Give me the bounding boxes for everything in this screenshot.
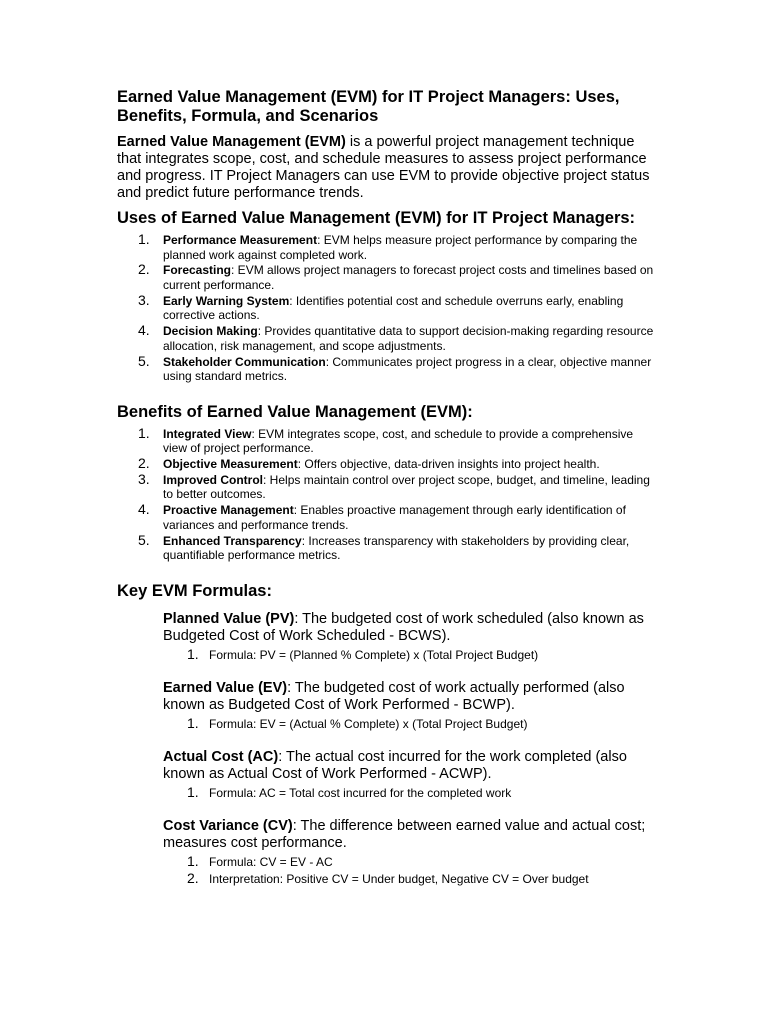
formula-text: : The budgeted cost of work scheduled (also known as Budgeted Cost of Work Scheduled - BCWS). bbox=[163, 610, 644, 644]
formula-block-ac bbox=[163, 749, 657, 802]
list-number: 5. bbox=[138, 531, 150, 548]
document-title: Earned Value Management (EVM) for IT Project Managers: Uses, Benefits, Formula, and Scenarios bbox=[117, 88, 620, 125]
list-number: 2. bbox=[138, 261, 150, 278]
formula-description bbox=[163, 818, 657, 852]
list-text: Formula: PV = (Planned % Complete) x (Total Project Budget) bbox=[209, 647, 539, 662]
list-text: : EVM helps measure project performance by comparing the planned work against completed work. bbox=[163, 233, 638, 262]
list-term: Objective Measurement bbox=[163, 456, 298, 471]
formula-list bbox=[163, 647, 657, 664]
list-number: 1. bbox=[187, 783, 199, 800]
list-item bbox=[163, 854, 657, 871]
list-item bbox=[163, 785, 657, 802]
formulas-heading: Key EVM Formulas: bbox=[117, 581, 272, 600]
formula-term: Planned Value (PV) bbox=[163, 610, 295, 627]
list-text: : EVM integrates scope, cost, and schedule to provide a comprehensive view of project performance. bbox=[163, 426, 634, 456]
list-term: Decision Making bbox=[163, 324, 258, 339]
intro-paragraph bbox=[117, 134, 657, 202]
formula-block-pv bbox=[163, 611, 657, 664]
list-term: Proactive Management bbox=[163, 503, 294, 518]
list-term: Enhanced Transparency bbox=[163, 533, 302, 548]
list-text: : Offers objective, data-driven insights into project health. bbox=[297, 456, 600, 471]
uses-heading: Uses of Earned Value Management (EVM) for IT Project Managers: bbox=[117, 209, 636, 227]
list-number: 1. bbox=[187, 852, 199, 869]
list-number: 1. bbox=[187, 645, 199, 662]
formula-description bbox=[163, 680, 657, 714]
list-text: : Increases transparency with stakeholders by providing clear, quantifiable performance metrics. bbox=[163, 533, 630, 563]
list-number: 3. bbox=[138, 291, 150, 308]
list-item bbox=[117, 352, 657, 384]
list-term: Performance Measurement bbox=[163, 233, 318, 247]
formula-block-cv bbox=[163, 818, 657, 888]
list-term: Improved Control bbox=[163, 472, 264, 487]
list-text: : Provides quantitative data to support decision-making regarding resource allocation, risk management, and scope adjustments. bbox=[163, 324, 654, 353]
intro-bold-term: Earned Value Management (EVM) bbox=[117, 134, 346, 150]
list-item bbox=[163, 716, 657, 733]
list-item bbox=[117, 233, 657, 262]
list-number: 1. bbox=[187, 714, 199, 731]
list-number: 3. bbox=[138, 470, 150, 487]
list-number: 2. bbox=[138, 454, 150, 471]
intro-text: is a powerful project management technique that integrates scope, cost, and schedule measures to assess project performance and progress. IT Project Managers can use EVM to provide objective project status and predict future performance trends. bbox=[117, 134, 650, 201]
formula-block-ev bbox=[163, 680, 657, 733]
list-number: 4. bbox=[138, 322, 150, 339]
list-term: Integrated View bbox=[163, 426, 252, 441]
list-text: : Communicates project progress in a clear, objective manner using standard metrics. bbox=[163, 354, 652, 384]
list-text: Formula: EV = (Actual % Complete) x (Total Project Budget) bbox=[209, 716, 528, 731]
list-term: Early Warning System bbox=[163, 293, 290, 308]
list-item bbox=[117, 291, 657, 323]
uses-list bbox=[117, 233, 657, 384]
document-content bbox=[117, 88, 657, 888]
list-text: : EVM allows project managers to forecast project costs and timelines based on current performance. bbox=[163, 263, 654, 292]
list-item bbox=[117, 324, 657, 353]
list-text: Formula: AC = Total cost incurred for the completed work bbox=[209, 785, 512, 800]
list-text: Formula: CV = EV - AC bbox=[209, 854, 333, 869]
list-item bbox=[117, 531, 657, 563]
formula-list bbox=[163, 854, 657, 888]
list-term: Stakeholder Communication bbox=[163, 354, 326, 369]
list-number: 5. bbox=[138, 352, 150, 369]
formula-list bbox=[163, 785, 657, 802]
formula-term: Earned Value (EV) bbox=[163, 679, 288, 696]
formula-list bbox=[163, 716, 657, 733]
formula-text: : The budgeted cost of work actually performed (also known as Budgeted Cost of Work Performed - BCWP). bbox=[163, 679, 625, 713]
list-number: 4. bbox=[138, 501, 150, 518]
list-text: : Identifies potential cost and schedule overruns early, enabling corrective actions. bbox=[163, 293, 624, 323]
list-item bbox=[117, 424, 657, 456]
list-item bbox=[163, 647, 657, 664]
list-term: Forecasting bbox=[163, 263, 232, 278]
list-item bbox=[117, 454, 657, 472]
formula-text: : The actual cost incurred for the work completed (also known as Actual Cost of Work Performed - ACWP). bbox=[163, 748, 627, 782]
list-text: : Helps maintain control over project scope, budget, and timeline, leading to better outcomes. bbox=[163, 472, 650, 502]
list-item bbox=[117, 470, 657, 502]
formula-description bbox=[163, 749, 657, 783]
list-item bbox=[117, 263, 657, 292]
list-item bbox=[163, 871, 657, 888]
formula-description bbox=[163, 611, 657, 645]
formula-term: Actual Cost (AC) bbox=[163, 748, 279, 765]
list-item bbox=[117, 503, 657, 532]
list-number: 1. bbox=[138, 424, 150, 441]
formula-text: : The difference between earned value and actual cost; measures cost performance. bbox=[163, 817, 646, 851]
list-text: Interpretation: Positive CV = Under budget, Negative CV = Over budget bbox=[209, 871, 589, 886]
benefits-heading: Benefits of Earned Value Management (EVM): bbox=[117, 402, 473, 421]
list-text: : Enables proactive management through early identification of variances and performance trends. bbox=[163, 503, 626, 532]
benefits-list bbox=[117, 424, 657, 563]
list-number: 1. bbox=[138, 231, 150, 247]
formula-term: Cost Variance (CV) bbox=[163, 817, 293, 834]
list-number: 2. bbox=[187, 869, 199, 886]
